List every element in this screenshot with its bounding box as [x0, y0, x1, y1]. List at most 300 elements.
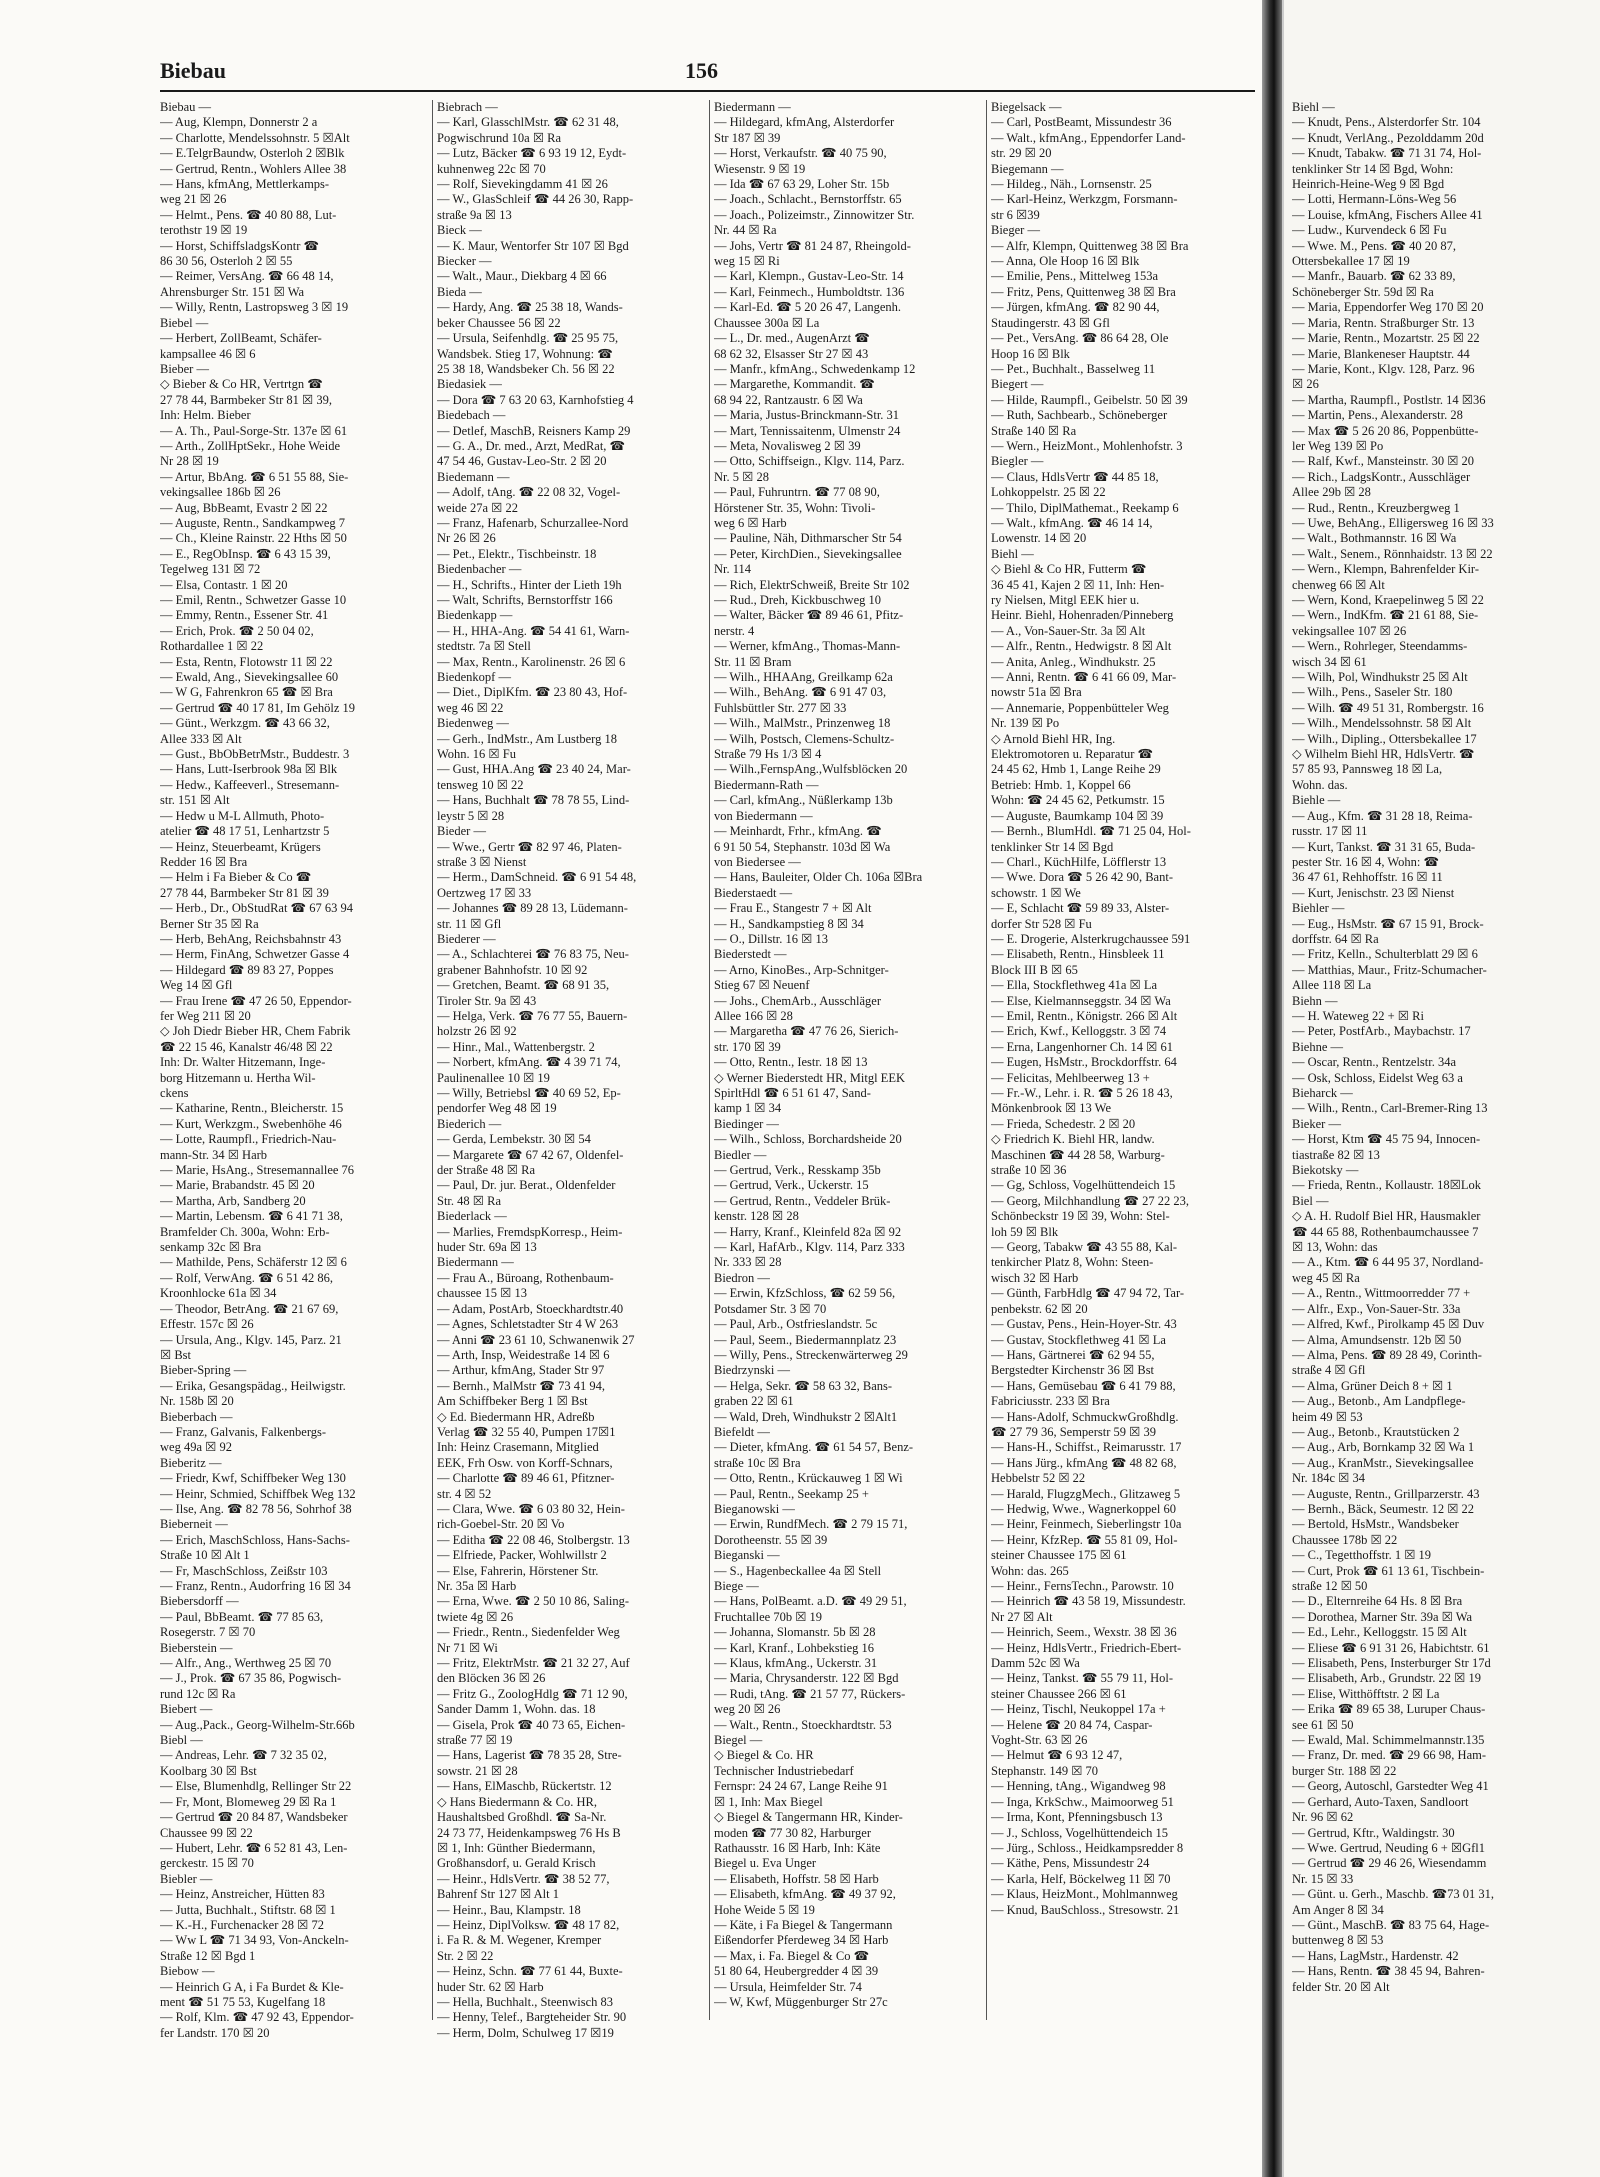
directory-line: rich-Goebel-Str. 20 ☒ Vo [437, 1517, 565, 1532]
directory-line: — Helmt., Pens. ☎ 40 80 88, Lut- [160, 207, 337, 222]
directory-line: ☎ 44 65 88, Rothenbaumchaussee 7 [1292, 1224, 1479, 1239]
directory-line: Koolbarg 30 ☒ Bst [160, 1763, 257, 1778]
directory-line: str. 4 ☒ 52 [437, 1486, 492, 1501]
directory-line: Biecker — [437, 254, 492, 269]
directory-line: — Hans, ElMaschb, Rückertstr. 12 [437, 1779, 612, 1794]
directory-line: ☒ 1, Inh: Günther Biedermann, [437, 1840, 596, 1855]
directory-line: — Franz, Dr. med. ☎ 29 66 98, Ham- [1292, 1748, 1487, 1763]
directory-line: — Andreas, Lehr. ☎ 7 32 35 02, [160, 1748, 327, 1763]
directory-line: — Auguste, Baumkamp 104 ☒ 39 [991, 808, 1164, 823]
directory-line: — Martha, Raumpfl., Postlstr. 14 ☒36 [1292, 392, 1486, 407]
directory-line: chenweg 66 ☒ Alt [1292, 577, 1385, 592]
directory-line: moden ☎ 77 30 82, Harburger [714, 1825, 871, 1840]
directory-line: — Katharine, Rentn., Bleicherstr. 15 [160, 1101, 344, 1116]
directory-line: — Hedw u M-L Allmuth, Photo- [160, 808, 325, 823]
directory-line: — Friedr., Rentn., Siedenfelder Weg [437, 1625, 620, 1640]
directory-line: — W., GlasSchleif ☎ 44 26 30, Rapp- [437, 192, 634, 207]
directory-line: — Adolf, tAng. ☎ 22 08 32, Vogel- [437, 485, 621, 500]
directory-line: — Herm., DamSchneid. ☎ 6 91 54 48, [437, 870, 637, 885]
directory-line: Eißendorfer Pferdeweg 34 ☒ Harb [714, 1933, 889, 1948]
directory-line: weg 46 ☒ 22 [437, 700, 504, 715]
directory-line: ☒ 1, Inh: Max Biegel [714, 1794, 823, 1809]
directory-line: — Maria, Chrysanderstr. 122 ☒ Bgd [714, 1671, 899, 1686]
directory-line: — Arthur, kfmAng, Stader Str 97 [437, 1363, 605, 1378]
directory-line: — Wilh., Schloss, Borchardsheide 20 [714, 1132, 902, 1147]
directory-line: Potsdamer Str. 3 ☒ 70 [714, 1301, 827, 1316]
directory-line: Am Schiffbeker Berg 1 ☒ Bst [437, 1394, 588, 1409]
directory-line: — Emilie, Pens., Mittelweg 153a [991, 269, 1158, 284]
directory-line: — Auguste, Rentn., Grillparzerstr. 43 [1292, 1486, 1480, 1501]
directory-line: — Otto, Rentn., Krückauweg 1 ☒ Wi [714, 1471, 903, 1486]
directory-line: Stephanstr. 149 ☒ 70 [991, 1763, 1099, 1778]
directory-line: — Else, Fahrerin, Hörstener Str. [437, 1563, 599, 1578]
directory-line: Damm 52c ☒ Wa [991, 1656, 1080, 1671]
directory-line: — Else, Kielmannseggstr. 34 ☒ Wa [991, 993, 1171, 1008]
directory-line: — Hans-H., Schiffst., Reimarusstr. 17 [991, 1440, 1182, 1455]
directory-line: — Erwin, RundfMech. ☎ 2 79 15 71, [714, 1517, 908, 1532]
directory-line: — Käte, i Fa Biegel & Tangermann [714, 1917, 893, 1932]
directory-line: — Emil, Rentn., Königstr. 266 ☒ Alt [991, 1008, 1178, 1023]
directory-line: Biedler — [714, 1147, 767, 1162]
directory-line: — Aug.,Pack., Georg-Wilhelm-Str.66b [160, 1717, 355, 1732]
directory-line: — Herb, BehAng, Reichsbahnstr 43 [160, 931, 342, 946]
directory-line: twiete 4g ☒ 26 [437, 1609, 514, 1624]
directory-line: — Carl, PostBeamt, Missundestr 36 [991, 115, 1172, 130]
directory-line: Straße 79 Hs 1/3 ☒ 4 [714, 747, 822, 762]
directory-line: Nr. 44 ☒ Ra [714, 223, 777, 238]
directory-line: Paulinenallee 10 ☒ 19 [437, 1070, 550, 1085]
directory-line: — Wilh.,FernspAng.,Wulfsblöcken 20 [714, 762, 908, 777]
directory-line: — Peter, KirchDien., Sievekingsallee [714, 546, 902, 561]
directory-line: — S., Hagenbeckallee 4a ☒ Stell [714, 1563, 882, 1578]
directory-line: — Walter, Bäcker ☎ 89 46 61, Pfitz- [714, 608, 904, 623]
directory-line: Biegel — [714, 1733, 763, 1748]
directory-line: Hebbelstr 52 ☒ 22 [991, 1471, 1086, 1486]
directory-line: — Heinr, KfzRep. ☎ 55 81 09, Hol- [991, 1532, 1178, 1547]
directory-line: — Fritz, Kelln., Schulterblatt 29 ☒ 6 [1292, 947, 1478, 962]
directory-line: — Knud, BauSchloss., Stresowstr. 21 [991, 1902, 1180, 1917]
directory-line: — Arth., ZollHptSekr., Hohe Weide [160, 438, 340, 453]
directory-line: Biedron — [714, 1270, 770, 1285]
directory-line: 57 85 93, Pannsweg 18 ☒ La, [1292, 762, 1443, 777]
directory-line: str 6 ☒39 [991, 207, 1040, 222]
directory-line: — Jürgen, kfmAng. ☎ 82 90 44, [991, 300, 1160, 315]
directory-line: — Harry, Kranf., Kleinfeld 82a ☒ 92 [714, 1224, 902, 1239]
directory-line: russtr. 17 ☒ 11 [1292, 824, 1368, 839]
adjacent-page-column [1292, 100, 1592, 1995]
directory-line: — Elisabeth, Hoffstr. 58 ☒ Harb [714, 1871, 879, 1886]
directory-line: — Manfr., kfmAng., Schwedenkamp 12 [714, 361, 916, 376]
directory-line: — L., Dr. med., AugenArzt ☎ [714, 331, 870, 346]
directory-line: Bieker — [1292, 1116, 1341, 1131]
directory-line: — Anita, Anleg., Windhukstr. 25 [991, 654, 1156, 669]
directory-line: — Johanna, Slomanstr. 5b ☒ 28 [714, 1625, 876, 1640]
directory-line: Bramfelder Ch. 300a, Wohn: Erb- [160, 1224, 330, 1239]
directory-line: Biegemann — [991, 161, 1064, 176]
directory-line: fer Landstr. 170 ☒ 20 [160, 2025, 270, 2040]
directory-line: — Alma, Amundsenstr. 12b ☒ 50 [1292, 1332, 1462, 1347]
directory-line: — Matthias, Maur., Fritz-Schumacher- [1292, 962, 1487, 977]
directory-line: steiner Chaussee 266 ☒ 61 [991, 1686, 1127, 1701]
directory-line: Bieda — [437, 284, 482, 299]
directory-line: Chaussee 300a ☒ La [714, 315, 820, 330]
directory-line: — Wilh., Mendelssohnstr. 58 ☒ Alt [1292, 716, 1472, 731]
directory-line: — Hans, Buchhalt ☎ 78 78 55, Lind- [437, 793, 630, 808]
directory-line: Wohn: das. 265 [991, 1563, 1069, 1578]
directory-line: ckens [160, 1086, 189, 1100]
directory-line: — Franz, Galvanis, Falkenbergs- [160, 1424, 327, 1439]
directory-line: — Dora ☎ 7 63 20 63, Karnhofstieg 4 [437, 392, 634, 407]
directory-line: ☒ 13, Wohn: das [1292, 1240, 1378, 1255]
directory-line: — Harald, FlugzgMech., Glitzaweg 5 [991, 1486, 1181, 1501]
directory-line: Straße 10 ☒ Alt 1 [160, 1548, 250, 1563]
directory-line: — Erika ☎ 89 65 38, Luruper Chaus- [1292, 1702, 1486, 1717]
directory-line: — Walt., Bothmannstr. 16 ☒ Wa [1292, 531, 1457, 546]
directory-line: weg 15 ☒ Ri [714, 254, 780, 269]
directory-line: Biehn — [1292, 993, 1338, 1008]
directory-line: — Otto, Schiffseign., Klgv. 114, Parz. [714, 454, 905, 469]
directory-line: — Walt., Senem., Rönnhaidstr. 13 ☒ 22 [1292, 546, 1493, 561]
directory-line: — Norbert, kfmAng. ☎ 4 39 71 74, [437, 1055, 621, 1070]
directory-line: Heinr. Biehl, Hohenraden/Pinneberg [991, 608, 1174, 623]
directory-line: — Frau Irene ☎ 47 26 50, Eppendor- [160, 993, 352, 1008]
directory-line: weide 27a ☒ 22 [437, 500, 518, 515]
directory-line: — Rud., Dreh, Kickbuschweg 10 [714, 593, 881, 607]
directory-line: atelier ☎ 48 17 51, Lenhartzstr 5 [160, 824, 330, 839]
directory-line: — Wilh., HHAAng, Greilkamp 62a [714, 670, 893, 685]
directory-line: — Marie, Blankeneser Hauptstr. 44 [1292, 346, 1470, 361]
directory-line: Biedinger — [714, 1116, 779, 1131]
directory-line: — Rolf, VerwAng. ☎ 6 51 42 86, [160, 1270, 333, 1285]
directory-line: — Dieter, kfmAng. ☎ 61 54 57, Benz- [714, 1440, 914, 1455]
directory-line: — Rich, ElektrSchweiß, Breite Str 102 [714, 577, 910, 592]
directory-line: 68 62 32, Elsasser Str 27 ☒ 43 [714, 346, 869, 361]
directory-line: — Günth, FarbHdlg ☎ 47 94 72, Tar- [991, 1286, 1185, 1301]
directory-line: — Anna, Ole Hoop 16 ☒ Blk [991, 254, 1140, 269]
directory-line: — Kurt, Tankst. ☎ 31 31 65, Buda- [1292, 839, 1476, 854]
directory-line: — Rolf, Sievekingdamm 41 ☒ 26 [437, 177, 608, 192]
directory-line: — Ewald, Ang., Sievekingsallee 60 [160, 670, 339, 685]
directory-line: — Reimer, VersAng. ☎ 66 48 14, [160, 269, 334, 284]
directory-line: wisch 34 ☒ 61 [1292, 654, 1367, 669]
directory-line: — Kurt, Werkzgm., Swebenhöhe 46 [160, 1116, 342, 1131]
directory-line: Nr 26 ☒ 26 [437, 531, 496, 546]
directory-line: Biedemann — [437, 469, 510, 484]
directory-line: — Erich, MaschSchloss, Hans-Sachs- [160, 1532, 350, 1547]
directory-line: — Rudi, tAng. ☎ 21 57 77, Rückers- [714, 1686, 906, 1701]
directory-line: — Ch., Kleine Rainstr. 22 Hths ☒ 50 [160, 531, 347, 546]
directory-line: Str 187 ☒ 39 [714, 130, 781, 145]
directory-line: — Hildegard ☎ 89 83 27, Poppes [160, 962, 334, 977]
directory-line: — Herm, Dolm, Schulweg 17 ☒19 [437, 2025, 614, 2040]
directory-line: tiastraße 82 ☒ 13 [1292, 1147, 1380, 1162]
directory-line: ◇ Bieber & Co HR, Vertrtgn ☎ [160, 377, 323, 392]
directory-line: Redder 16 ☒ Bra [160, 854, 248, 869]
directory-line: — Anni, Rentn. ☎ 6 41 66 09, Mar- [991, 670, 1177, 685]
directory-line: — Charlotte ☎ 89 46 61, Pfitzner- [437, 1471, 615, 1486]
directory-line: — Wwe. M., Pens. ☎ 40 20 87, [1292, 238, 1456, 253]
directory-line: — Helga, Verk. ☎ 76 77 55, Bauern- [437, 1008, 628, 1023]
column-divider [709, 100, 710, 2020]
directory-line: Kroonhlocke 61a ☒ 34 [160, 1286, 277, 1301]
directory-line: der Straße 48 ☒ Ra [437, 1163, 535, 1178]
directory-line: — Agnes, Schletstadter Str 4 W 263 [437, 1317, 619, 1332]
directory-line: Verlag ☎ 32 55 40, Pumpen 17☒1 [437, 1424, 616, 1439]
directory-line: Lohkoppelstr. 25 ☒ 22 [991, 485, 1106, 500]
directory-line: ◇ Joh Diedr Bieber HR, Chem Fabrik [160, 1024, 351, 1039]
directory-line: Maschinen ☎ 44 28 58, Warburg- [991, 1147, 1165, 1162]
directory-line: — Charl., KüchHilfe, Löfflerstr 13 [991, 854, 1167, 869]
directory-line: ◇ Arnold Biehl HR, Ing. [991, 731, 1116, 746]
directory-line: Biebow — [160, 1964, 215, 1979]
directory-line: — Ursula, Heimfelder Str. 74 [714, 1979, 862, 1994]
directory-line: — Emmy, Rentn., Essener Str. 41 [160, 608, 329, 623]
directory-line: — Elisabeth, Pens, Insterburger Str 17d [1292, 1656, 1491, 1671]
directory-line: Bieber-Spring — [160, 1363, 247, 1378]
directory-line: Nr. 139 ☒ Po [991, 716, 1060, 731]
directory-line: — Wilh., MalMstr., Prinzenweg 18 [714, 716, 891, 731]
directory-line: — Gerh., IndMstr., Am Lustberg 18 [437, 731, 617, 746]
column-4 [991, 100, 1256, 1918]
directory-line: — Hedwig, Wwe., Wagnerkoppel 60 [991, 1501, 1176, 1516]
directory-line: — Auguste, Rentn., Sandkampweg 7 [160, 515, 346, 530]
directory-line: — E., RegObInsp. ☎ 6 43 15 39, [160, 546, 331, 561]
directory-line: — Günt. u. Gerh., Maschb. ☎73 01 31, [1292, 1887, 1495, 1902]
directory-line: — Hans, PolBeamt. a.D. ☎ 49 29 51, [714, 1594, 907, 1609]
directory-line: Biedenbacher — [437, 562, 522, 577]
directory-line: — Esta, Rentn, Flotowstr 11 ☒ 22 [160, 654, 333, 669]
adjacent-page [1282, 0, 1600, 2177]
directory-line: Nr. 35a ☒ Harb [437, 1579, 517, 1593]
directory-line: — Alfr, Klempn, Quittenweg 38 ☒ Bra [991, 238, 1189, 253]
directory-line: Biel — [1292, 1193, 1329, 1208]
directory-line: — H., Sandkampstieg 8 ☒ 34 [714, 916, 864, 931]
directory-line: — Gertrud ☎ 40 17 81, Im Gehölz 19 [160, 700, 356, 715]
directory-line: holzstr 26 ☒ 92 [437, 1024, 517, 1039]
directory-line: weg 49a ☒ 92 [160, 1440, 232, 1455]
directory-line: buttenweg 8 ☒ 53 [1292, 1933, 1384, 1948]
directory-line: Bieberneit — [160, 1517, 228, 1532]
directory-line: — Fr, Mont, Blomeweg 29 ☒ Ra 1 [160, 1794, 337, 1809]
directory-line: ler Weg 139 ☒ Po [1292, 438, 1384, 453]
directory-line: — E. Drogerie, Alsterkrugchaussee 591 [991, 931, 1191, 946]
directory-line: von Biedermann — [714, 808, 813, 823]
directory-line: — E.TelgrBaundw, Osterloh 2 ☒Blk [160, 146, 345, 161]
directory-line: Bieder — [437, 824, 486, 839]
directory-line: steiner Chaussee 175 ☒ 61 [991, 1548, 1127, 1563]
directory-line: weg 45 ☒ Ra [1292, 1270, 1360, 1285]
directory-line: — Pet., VersAng. ☎ 86 64 28, Ole [991, 331, 1169, 346]
directory-line: Bieck — [437, 223, 482, 238]
directory-line: — Ilse, Ang. ☎ 82 78 56, Sohrhof 38 [160, 1501, 352, 1516]
directory-line: — Heinr., FernsTechn., Parowstr. 10 [991, 1579, 1174, 1593]
directory-line: — Hardy, Ang. ☎ 25 38 18, Wands- [437, 300, 623, 315]
directory-line: Hohe Weide 5 ☒ 19 [714, 1902, 815, 1917]
directory-line: — Hans, LagMstr., Hardenstr. 42 [1292, 1948, 1459, 1963]
directory-line: — Clara, Wwe. ☎ 6 03 80 32, Hein- [437, 1501, 625, 1516]
directory-line: — Karl, GlasschlMstr. ☎ 62 31 48, [437, 115, 619, 130]
directory-line: ◇ Hans Biedermann & Co. HR, [437, 1794, 597, 1809]
directory-line: — Heinrich ☎ 43 58 19, Missundestr. [991, 1594, 1186, 1609]
directory-line: — Karl, HafArb., Klgv. 114, Parz 333 [714, 1240, 905, 1255]
directory-line: — Joach., Polizeimstr., Zinnowitzer Str. [714, 207, 915, 222]
directory-line: — Günt., Werkzgm. ☎ 43 66 32, [160, 716, 330, 731]
directory-line: — Oscar, Rentn., Rentzelstr. 34a [1292, 1055, 1457, 1070]
directory-line: Chaussee 178b ☒ 22 [1292, 1532, 1398, 1547]
directory-line: Allee 29b ☒ 28 [1292, 485, 1371, 500]
directory-line: — Aug, Klempn, Donnerstr 2 a [160, 115, 318, 130]
directory-line: Voght-Str. 63 ☒ 26 [991, 1733, 1088, 1748]
directory-line: — D., Elternreihe 64 Hs. 8 ☒ Bra [1292, 1594, 1463, 1609]
directory-line: Biebrach — [437, 100, 498, 114]
directory-line: — Johs, Vertr ☎ 81 24 87, Rheingold- [714, 238, 911, 253]
directory-line: Biedermann-Rath — [714, 777, 819, 792]
directory-line: — Claus, HdlsVertr ☎ 44 85 18, [991, 469, 1159, 484]
directory-line: Sander Damm 1, Wohn. das. 18 [437, 1702, 596, 1717]
directory-line: — Käthe, Pens, Missundestr 24 [991, 1856, 1150, 1871]
directory-line: Heinrich-Heine-Weg 9 ☒ Bgd [1292, 177, 1445, 192]
directory-line: terothstr 19 ☒ 19 [160, 223, 248, 238]
directory-line: — Charlotte, Mendelssohnstr. 5 ☒Alt [160, 130, 350, 145]
directory-line: Fabriciusstr. 233 ☒ Bra [991, 1394, 1110, 1409]
directory-line: — Walt., Rentn., Stoeckhardtstr. 53 [714, 1717, 892, 1732]
directory-line: Biehl — [991, 546, 1034, 561]
directory-line: Nr. 333 ☒ 28 [714, 1255, 782, 1270]
directory-line: Str. 48 ☒ Ra [437, 1193, 501, 1208]
directory-line: — Erika, Gesangspädag., Heilwigstr. [160, 1378, 346, 1393]
directory-line: — Bernh., BlumHdl. ☎ 71 25 04, Hol- [991, 824, 1191, 839]
directory-line: penbekstr. 62 ☒ 20 [991, 1301, 1088, 1316]
directory-line: — Wwe. Gertrud, Neuding 6 + ☒Gfl1 [1292, 1840, 1485, 1855]
directory-line: Biederstaedt — [714, 885, 793, 900]
directory-line: Biederich — [437, 1116, 502, 1131]
directory-line: Nr. 96 ☒ 62 [1292, 1810, 1354, 1825]
directory-line: — Eugen, HsMstr., Brockdorffstr. 64 [991, 1055, 1177, 1070]
directory-line: — A. Th., Paul-Sorge-Str. 137e ☒ 61 [160, 423, 348, 438]
directory-line: — Margarethe, Kommandit. ☎ [714, 377, 875, 392]
directory-line: Schönbeckstr 19 ☒ 39, Wohn: Stel- [991, 1209, 1170, 1224]
directory-line: — Detlef, MaschB, Reisners Kamp 29 [437, 423, 631, 438]
directory-line: — H. Wateweg 22 + ☒ Ri [1292, 1008, 1424, 1023]
directory-line: — H., Schrifts., Hinter der Lieth 19h [437, 577, 622, 592]
directory-line: — Meinhardt, Frhr., kfmAng. ☎ [714, 824, 882, 839]
directory-line: — Gustav, Stockflethweg 41 ☒ La [991, 1332, 1166, 1347]
directory-line: Fruchtallee 70b ☒ 19 [714, 1609, 823, 1624]
book-gutter [1262, 0, 1282, 2177]
directory-line: — Jutta, Buchhalt., Stiftstr. 68 ☒ 1 [160, 1902, 336, 1917]
directory-line: Nr 71 ☒ Wi [437, 1640, 498, 1655]
directory-line: — Heinz, Tischl, Neukoppel 17a + [991, 1702, 1166, 1717]
directory-line: — Heinr, Feinmech, Sieberlingstr 10a [991, 1517, 1182, 1532]
directory-line: Wohn. das. [1292, 777, 1348, 792]
directory-line: Lowenstr. 14 ☒ 20 [991, 531, 1087, 546]
directory-line: — Anni ☎ 23 61 10, Schwanenwik 27 [437, 1332, 635, 1347]
page-edge [1282, 0, 1284, 2177]
directory-line: — C., Tegetthoffstr. 1 ☒ 19 [1292, 1548, 1432, 1563]
directory-line: — Herb., Dr., ObStudRat ☎ 67 63 94 [160, 901, 353, 916]
directory-line: Biege — [714, 1579, 759, 1593]
directory-line: weg 6 ☒ Harb [714, 515, 787, 530]
directory-line: tenklinker Str 14 ☒ Bgd, Wohn: [1292, 161, 1454, 176]
directory-line: — Wilh., Rentn., Carl-Bremer-Ring 13 [1292, 1101, 1488, 1116]
directory-line: — A., Ktm. ☎ 6 44 95 37, Nordland- [1292, 1255, 1484, 1270]
directory-line: — Uwe, BehAng., Elligersweg 16 ☒ 33 [1292, 515, 1494, 530]
directory-line: 51 80 64, Heubergredder 4 ☒ 39 [714, 1964, 879, 1979]
directory-line: tenkircher Platz 8, Wohn: Steen- [991, 1255, 1154, 1270]
directory-line: — A., Von-Sauer-Str. 3a ☒ Alt [991, 623, 1146, 638]
directory-line: — Marie, Brabandstr. 45 ☒ 20 [160, 1178, 315, 1193]
directory-line: — Frieda, Rentn., Kollaustr. 18☒Lok [1292, 1178, 1481, 1193]
directory-line: dorfer Str 528 ☒ Fu [991, 916, 1092, 931]
directory-line: — Dorothea, Marner Str. 39a ☒ Wa [1292, 1609, 1473, 1624]
directory-line: Allee 333 ☒ Alt [160, 731, 242, 746]
directory-line: — Hilde, Raumpfl., Geibelstr. 50 ☒ 39 [991, 392, 1188, 407]
directory-line: Rosegerstr. 7 ☒ 70 [160, 1625, 256, 1640]
directory-line: Straße 140 ☒ Ra [991, 423, 1077, 438]
directory-line: — Marie, HsAng., Stresemannallee 76 [160, 1163, 355, 1178]
directory-line: — Ella, Stockflethweg 41a ☒ La [991, 978, 1158, 993]
directory-line: Hoop 16 ☒ Blk [991, 346, 1070, 361]
column-divider [986, 100, 987, 2020]
directory-line: — Wilh. ☎ 49 51 31, Rombergstr. 16 [1292, 700, 1484, 715]
directory-line: str. 11 ☒ Gfl [437, 916, 502, 931]
directory-line: — K. Maur, Wentorfer Str 107 ☒ Bgd [437, 238, 629, 253]
directory-line: Nr. 5 ☒ 28 [714, 469, 769, 484]
directory-line: Nr. 184c ☒ 34 [1292, 1471, 1366, 1486]
directory-line: — Walt., Maur., Diekbarg 4 ☒ 66 [437, 269, 607, 284]
directory-line: Rathausstr. 16 ☒ Harb, Inh: Käte [714, 1840, 881, 1855]
directory-line: — Theodor, BetrAng. ☎ 21 67 69, [160, 1301, 339, 1316]
directory-line: — Gertrud, Kftr., Waldingstr. 30 [1292, 1825, 1455, 1840]
directory-line: — Frau E., Stangestr 7 + ☒ Alt [714, 901, 872, 916]
directory-line: — Gertrud ☎ 29 46 26, Wiesendamm [1292, 1856, 1487, 1871]
directory-line: — Werner, kfmAng., Thomas-Mann- [714, 639, 901, 654]
directory-line: — Walt, Schrifts, Bernstorffstr 166 [437, 593, 613, 607]
directory-line: — Paul, BbBeamt. ☎ 77 85 63, [160, 1609, 324, 1624]
directory-line: Biederlack — [437, 1209, 507, 1224]
directory-line: — Heinrich, Seem., Wexstr. 38 ☒ 36 [991, 1625, 1177, 1640]
directory-line: Rothardallee 1 ☒ 22 [160, 639, 264, 654]
directory-line: — Gerda, Lembekstr. 30 ☒ 54 [437, 1132, 591, 1147]
directory-line: — Margarete ☎ 67 42 67, Oldenfel- [437, 1147, 624, 1162]
directory-line: — Elfriede, Packer, Wohlwillstr 2 [437, 1548, 607, 1563]
directory-line: 24 73 77, Heidenkampsweg 76 Hs B [437, 1825, 621, 1840]
directory-line: — Alfr., Rentn., Hedwigstr. 8 ☒ Alt [991, 639, 1172, 654]
directory-line: grabener Bahnhofstr. 10 ☒ 92 [437, 962, 588, 977]
directory-line: — Gisela, Prok ☎ 40 73 65, Eichen- [437, 1717, 626, 1732]
directory-line: senkamp 32c ☒ Bra [160, 1240, 262, 1255]
directory-line: burger Str. 188 ☒ 22 [1292, 1763, 1397, 1778]
directory-line: Biehl — [1292, 100, 1335, 114]
directory-line: — Carl, kfmAng., Nüßlerkamp 13b [714, 793, 893, 808]
directory-line: — Wilh, Pol, Windhukstr 25 ☒ Alt [1292, 670, 1468, 685]
directory-line: loh 59 ☒ Blk [991, 1224, 1059, 1239]
directory-line: Biegler — [991, 454, 1044, 469]
directory-line: — Friedr, Kwf, Schiffbeker Weg 130 [160, 1471, 346, 1486]
directory-line: ☎ 27 79 36, Semperstr 59 ☒ 39 [991, 1424, 1156, 1439]
directory-line: — Günt., MaschB. ☎ 83 75 64, Hage- [1292, 1917, 1490, 1932]
directory-line: pester Str. 16 ☒ 4, Wohn: ☎ [1292, 854, 1440, 869]
directory-line: — Elsa, Contastr. 1 ☒ 20 [160, 577, 288, 592]
directory-line: — H., HHA-Ang. ☎ 54 41 61, Warn- [437, 623, 630, 638]
directory-line: — Johs., ChemArb., Ausschläger [714, 993, 881, 1008]
page-title: Biebau [160, 58, 227, 83]
directory-line: — Pauline, Näh, Dithmarscher Str 54 [714, 531, 902, 546]
directory-line: Biederer — [437, 931, 496, 946]
directory-line: — Lotte, Raumpfl., Friedrich-Nau- [160, 1132, 337, 1147]
directory-line: Stieg 67 ☒ Neuenf [714, 978, 810, 993]
directory-line: Biedermann — [437, 1255, 514, 1270]
